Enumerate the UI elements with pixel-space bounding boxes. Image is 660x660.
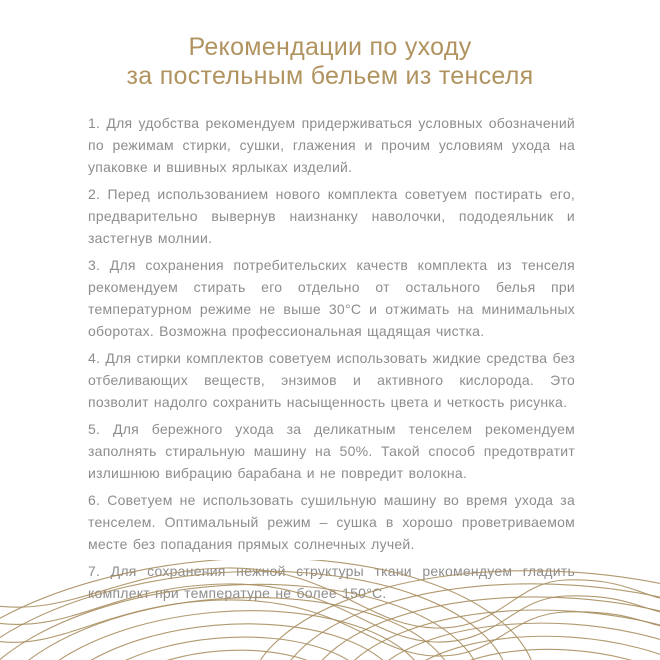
care-item-3: 3. Для сохранения потребительских качеств комплекта из тенселя рекомендуем стирать его отдельно от остального белья при температурном режиме не выше 30°С и отжимать на минимальных оборотах. Возможна профессиональная щадящая чистка. xyxy=(88,257,575,339)
page-title xyxy=(40,33,620,91)
care-item-1: 1. Для удобства рекомендуем придерживаться условных обозначений по режимам стирки, сушки, глажения и прочим условиям ухода на упаковке и вшивных ярлыках изделий. xyxy=(88,115,575,175)
care-item-7: 7. Для сохранения нежной структуры ткани рекомендуем гладить комплект при температуре не более 150°С. xyxy=(88,563,575,601)
care-item-5: 5. Для бережного ухода за деликатным тенселем рекомендуем заполнять стиральную машину на 50%. Такой способ предотвратит излишнюю вибрацию барабана и не повредит волокна. xyxy=(88,421,575,481)
title-line-1: Рекомендации по уходу xyxy=(188,33,472,61)
care-item-4: 4. Для стирки комплектов советуем использовать жидкие средства без отбеливающих веществ, энзимов и активного кислорода. Это позволит надолго сохранить насыщенность цвета и четкость рисунка. xyxy=(88,350,575,410)
care-item-6: 6. Советуем не использовать сушильную машину во время ухода за тенселем. Оптимальный режим – сушка в хорошо проветриваемом месте без попадания прямых солнечных лучей. xyxy=(88,492,575,552)
care-item-2: 2. Перед использованием нового комплекта советуем постирать его, предварительно вывернув наизнанку наволочки, пододеяльник и застегнув молнии. xyxy=(88,186,575,246)
instructions-list xyxy=(88,112,575,604)
title-line-2: за постельным бельем из тенселя xyxy=(126,62,534,90)
